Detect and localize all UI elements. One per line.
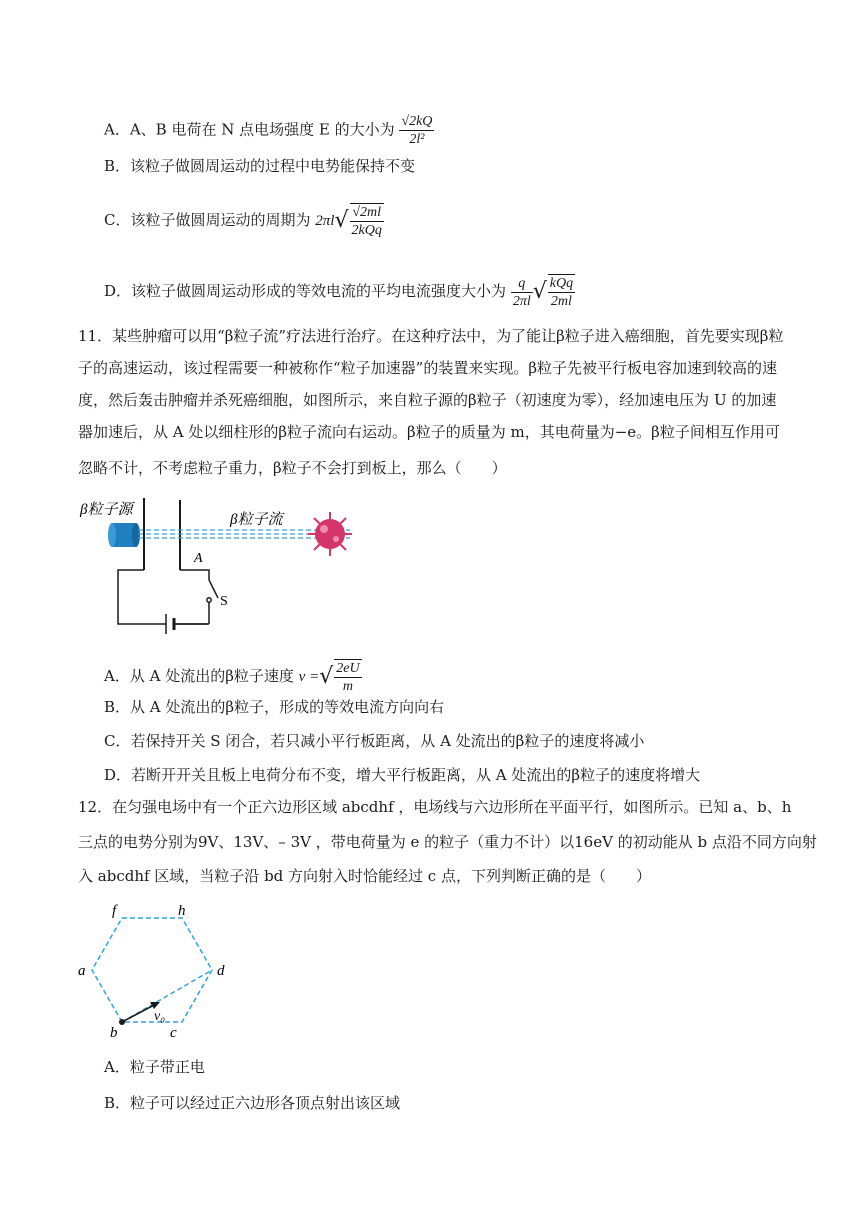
radical-sign: √ [334,208,349,233]
option-label: B． [104,1094,131,1112]
q11-line-3: 度，然后轰击肿瘤并杀死癌细胞，如图所示，来自粒子源的β粒子（初速度为零），经加速电压为 U 的加速 [78,391,777,409]
option-text: 从 A 处流出的β粒子，形成的等效电流方向向右 [130,698,445,716]
formula-fraction [511,275,533,310]
circuit-wire [118,570,209,624]
vertex-h-label: h [178,903,186,919]
question-text: 在匀强电场中有一个正六边形区域 abcdhf ，电场线与六边形所在平面平行，如图所示。已知 a、b、h [112,798,792,816]
option-text: 若断开开关且板上电荷分布不变，增大平行板距离，从 A 处流出的β粒子的速度将增大 [131,766,701,784]
vertex-a-label: a [78,963,86,979]
fraction-denominator: 2ml [550,294,572,309]
q12-line-3: 入 abcdhf 区域，当粒子沿 bd 方向射入时恰能经过 c 点，下列判断正确的是（ ） [78,867,651,885]
formula-fraction [548,275,575,310]
q10-option-d [104,274,575,310]
battery-icon [166,614,174,634]
q11-option-a [104,659,362,695]
q11-line-1 [78,326,783,346]
beta-stream-label: β粒子流 [230,512,283,528]
particle-accelerator-figure [78,490,368,640]
hexagon-figure [76,898,246,1038]
question-number: 11． [78,327,113,345]
switch-icon [207,580,218,602]
formula-fraction [350,204,384,239]
cancer-cell-icon [308,512,352,556]
option-text: 若保持开关 S 闭合，若只减小平行板距离，从 A 处流出的β粒子的速度将减小 [130,732,645,750]
particle-source-cylinder [108,523,140,547]
fraction-denominator: 2kQq [351,223,382,238]
option-text: 该粒子做圆周运动的周期为 [130,211,311,229]
question-number: 12． [78,798,113,816]
switch-s-label: S [220,594,228,609]
velocity-label: v₀ [154,1009,166,1024]
option-label: D． [104,282,132,300]
option-text: 粒子可以经过正六边形各顶点射出该区域 [130,1094,401,1112]
fraction-numerator: √2ml [350,204,384,222]
q11-option-d [104,765,700,785]
formula-prefix: 2πl [315,213,335,229]
fraction-numerator: 2eU [336,661,360,676]
q12-option-b [104,1093,400,1113]
q12-line-2: 三点的电势分别为9V、13V、– 3V ，带电荷量为 e 的粒子（重力不计）以16eV 的初动能从 b 点沿不同方向射 [78,833,817,851]
fraction-denominator: 2πl [512,293,531,309]
fraction-numerator: kQq [549,276,574,291]
q10-option-c [104,203,384,239]
fraction-denominator: m [342,679,353,694]
option-label: C． [104,211,131,229]
option-text: 从 A 处流出的β粒子速度 [129,667,294,685]
fraction-numerator: √2kQ [401,114,433,129]
option-text: 该粒子做圆周运动的过程中电势能保持不变 [130,157,416,175]
option-text: 粒子带正电 [129,1058,205,1076]
q11-line-2: 子的高速运动，该过程需要一种被称作“粒子加速器”的装置来实现。β粒子先被平行板电容加速到较高的速 [78,359,778,377]
option-label: C． [104,732,131,750]
beta-source-label: β粒子源 [80,502,133,518]
q11-line-5: 忽略不计，不考虑粒子重力，β粒子不会打到板上，那么（ ） [78,459,507,477]
option-text: A、B 电荷在 N 点电场强度 E 的大小为 [129,120,395,139]
radical-sign: √ [532,279,547,304]
radical-sign: √ [319,664,334,689]
q10-option-b [104,156,415,176]
velocity-arrow [122,1004,156,1022]
point-a-label: A [194,551,203,566]
vertex-d-label: d [217,963,225,979]
option-label: B． [104,157,131,175]
fraction-numerator: q [511,275,533,293]
option-label: A． [104,667,130,685]
option-label: A． [104,120,130,139]
q11-option-b [104,697,444,717]
q11-option-c [104,731,644,751]
vertex-b-label: b [110,1025,118,1038]
point-b-dot [119,1019,125,1025]
formula-fraction [334,660,361,695]
q12-line-1 [78,797,791,817]
q11-line-4: 器加速后，从 A 处以细柱形的β粒子流向右运动。β粒子的质量为 m，其电荷量为−e。β粒子间相互作用可 [78,423,780,441]
option-label: D． [104,766,132,784]
fraction-denominator: 2l² [409,132,425,147]
vertex-c-label: c [170,1025,177,1038]
formula-lhs: v = [298,669,320,685]
question-text: 某些肿瘤可以用“β粒子流”疗法进行治疗。在这种疗法中，为了能让β粒子进入癌细胞，首先要实现β粒 [112,327,784,345]
option-label: B． [104,698,131,716]
q12-option-a [104,1057,205,1077]
q10-option-a [104,113,434,148]
vertex-f-label: f [112,903,117,919]
option-text: 该粒子做圆周运动形成的等效电流的平均电流强度大小为 [131,282,507,300]
option-label: A． [104,1058,130,1076]
formula-fraction [399,113,434,148]
